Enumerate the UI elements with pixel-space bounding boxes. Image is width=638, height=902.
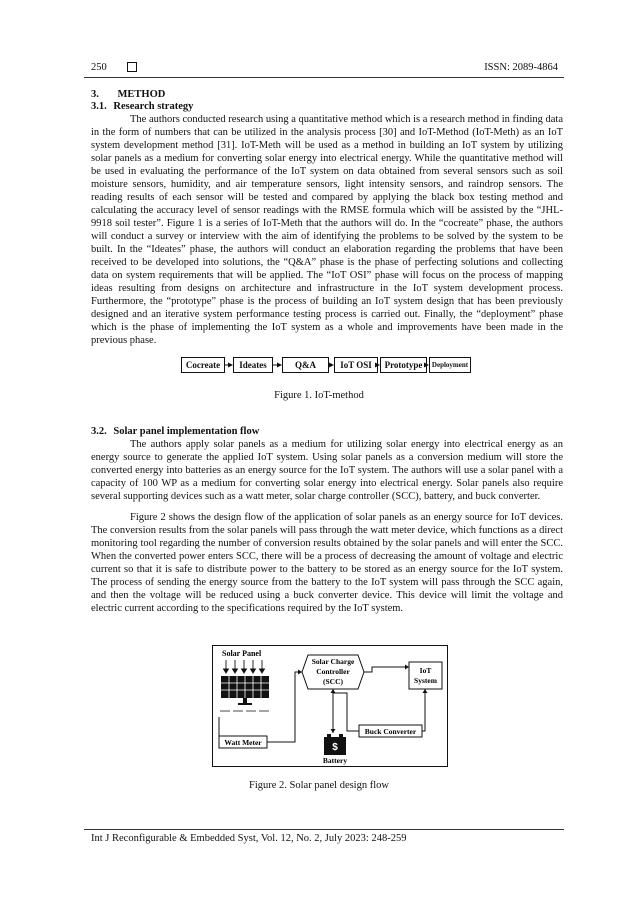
step-deployment: Deployment: [429, 357, 471, 373]
subsection-number: 3.1.: [91, 101, 107, 112]
checkbox-square-icon: [127, 62, 137, 72]
battery-dollar-symbol: $: [332, 742, 338, 753]
battery-icon: [324, 734, 346, 755]
step-cocreate: Cocreate: [181, 357, 225, 373]
step-qa: Q&A: [282, 357, 329, 373]
footer-citation: Int J Reconfigurable & Embedded Syst, Vol. 12, No. 2, July 2023: 248-259: [91, 833, 407, 844]
figure-2-solar-flow-diagram: [212, 645, 448, 767]
subsection-heading-3-2: [91, 426, 259, 437]
figure-1-iot-method: [181, 357, 471, 375]
buck-converter-label: Buck Converter: [364, 727, 417, 736]
step-iot-osi: IoT OSI: [334, 357, 378, 373]
subsection-heading-3-1: [91, 101, 193, 112]
section-title: METHOD: [117, 89, 166, 100]
battery-label: Battery: [322, 756, 348, 765]
scc-label-line-1: Solar Charge: [311, 657, 355, 666]
subsection-title: Solar panel implementation flow: [113, 426, 260, 437]
header-divider: [84, 77, 564, 78]
watt-meter-label: Watt Meter: [224, 738, 262, 747]
solar-panel-label: Solar Panel: [222, 649, 262, 658]
figure-1-caption: Figure 1. IoT-method: [274, 390, 364, 401]
solar-panel-paragraph-1: The authors apply solar panels as a medium for utilizing solar energy into electrical energy as an energy source to generate the applied IoT system. Using solar panels as a conversion medium will store the converted energy into batteries as an energy source for the IoT system. The authors will use a solar panel with a capacity of 100 WP as a medium for converting solar energy into electrical energy. Solar panels also require several supporting devices such as a watt meter, solar charge controller (SCC), battery, and buck converter.: [91, 439, 563, 502]
subsection-title: Research strategy: [113, 101, 194, 112]
figure-1-arrows: [181, 357, 473, 375]
subsection-number: 3.2.: [91, 426, 107, 437]
solar-panel-paragraph-2: Figure 2 shows the design flow of the application of solar panels as an energy source for IoT devices. The conversion results from the solar panels will pass through the watt meter device, which functions as a direct monitoring tool regarding the number of conversion results obtained by the solar panels and will enter the SCC. When the converted power enters SCC, there will be a process of decreasing the amount of voltage and electric current so that it is safe to distribute power to the battery to be stored as an energy source for the IoT system. The process of sending the energy source from the battery to the IoT system will pass through the SCC again, and then the voltage will be reduced using a buck converter device. This device will limit the voltage and electric current according to the specifications required by the IoT system.: [91, 512, 563, 614]
section-heading: [91, 89, 165, 100]
scc-label-line-2: Controller: [316, 667, 350, 676]
step-ideates: Ideates: [233, 357, 273, 373]
iot-label-line-1: IoT: [419, 666, 432, 675]
step-prototype: Prototype: [380, 357, 427, 373]
section-number: 3.: [91, 89, 99, 100]
research-strategy-paragraph: The authors conducted research using a quantitative method which is a research method in finding data in the form of numbers that can be utilized in the analysis process [30] and IoT-Method (IoT-Meth) as an IoT system development method [31]. IoT-Meth will be used as a method in building an IoT system by utilizing solar panels as a medium for converting solar energy into electrical energy. While the quantitative method will be used in evaluating the performance of the IoT system on data obtained from several sensors such as soil moisture sensors, humidity, and air temperature sensors, light intensity sensors, and raindrop sensors. The reading results of each sensor will be tested and compared by applying the black box testing method and calculating the accuracy level of sensor readings with the RMSE formula which will be assisted by the “JHL-9918 soil tester”. Figure 1 is a series of IoT-Meth that the authors will do. In the “cocreate” phase, the authors will conduct a survey or interview with the aim of identifying the problems to be solved by the system to be built. In the “Ideates” phase, the authors will conduct an elaboration regarding the problems that have been received to be developed into solutions, the “Q&A” phase is the phase of perfecting solutions and collecting data on system requirements that will be applied. The “IoT OSI” phase will focus on the process of mapping ideas resulting from designs on architecture and infrastructure in the IoT system development process. Furthermore, the “prototype” phase is the process of building an IoT system design that has been previously designed and an iterative system performance testing process is carried out. Finally, the “deployment” phase which is the phase of implementing the IoT system as a whole and improvements have been made in the previous phase.: [91, 114, 563, 346]
journal-issn: ISSN: 2089-4864: [484, 62, 558, 73]
scc-label-line-3: (SCC): [323, 677, 343, 686]
figure-2-caption: Figure 2. Solar panel design flow: [249, 780, 389, 791]
page-number: 250: [91, 62, 107, 73]
footer-divider: [84, 829, 564, 830]
iot-label-line-2: System: [414, 676, 437, 685]
